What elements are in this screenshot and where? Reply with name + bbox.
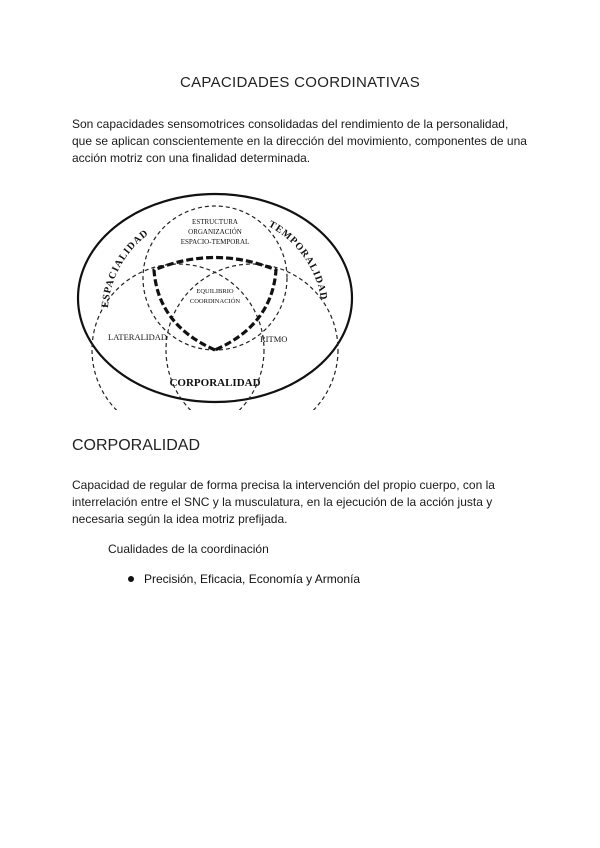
page-title: CAPACIDADES COORDINATIVAS — [179, 74, 421, 91]
qualities-subheading: Cualidades de la coordinación — [108, 542, 269, 556]
coordination-diagram — [70, 190, 360, 410]
ritmo-label: RITMO — [260, 334, 288, 344]
list-item — [128, 572, 360, 586]
lateralidad-label: LATERALIDAD — [108, 332, 168, 342]
center-line-1: EQUILIBRIO — [196, 288, 234, 295]
qualities-list — [128, 572, 360, 586]
corporalidad-label: CORPORALIDAD — [169, 377, 261, 389]
list-item-text: Precisión, Eficacia, Economía y Armonía — [144, 572, 361, 586]
estructura-line-2: ORGANIZACIÓN — [188, 228, 242, 236]
estructura-line-1: ESTRUCTURA — [192, 218, 238, 226]
corporalidad-paragraph: Capacidad de regular de forma precisa la intervención del propio cuerpo, con la interrelación entre el SNC y la musculatura, en la ejecución de la acción justa y necesaria según la idea motriz prefijada. — [72, 478, 495, 526]
bullet-icon — [128, 576, 134, 582]
estructura-line-3: ESPACIO-TEMPORAL — [180, 238, 250, 246]
espacialidad-label: ESPACIALIDAD — [99, 227, 152, 309]
temporalidad-label: TEMPORALIDAD — [266, 218, 330, 302]
intro-paragraph: Son capacidades sensomotrices consolidadas del rendimiento de la personalidad, que se aplican conscientemente en la dirección del movimiento, componentes de una acción motriz con una finalidad determinada. — [72, 117, 527, 165]
section-heading: CORPORALIDAD — [72, 437, 201, 454]
center-line-2: COORDINACIÓN — [189, 298, 241, 305]
